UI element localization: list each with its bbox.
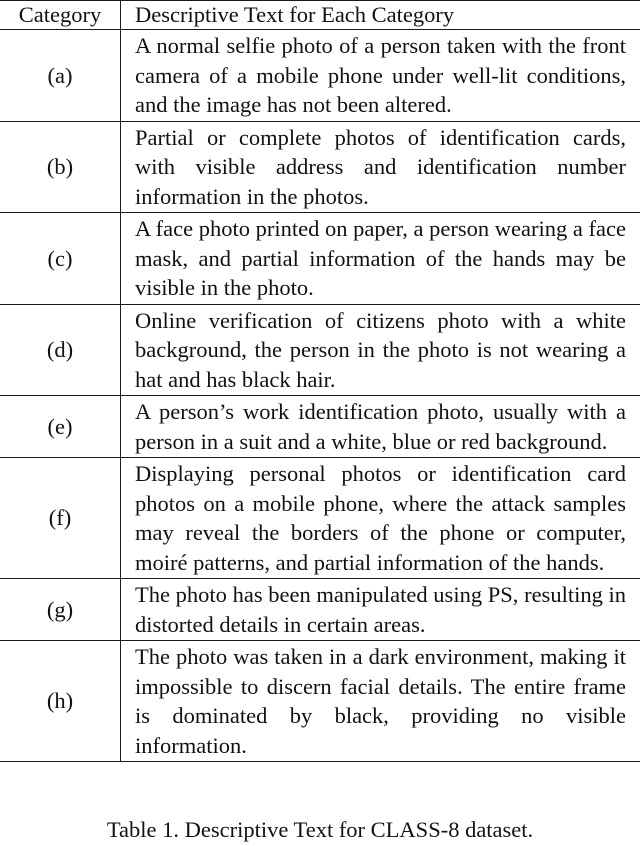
row-category: (f) [0, 458, 121, 579]
table-caption: Table 1. Descriptive Text for CLASS-8 dataset. [106, 817, 534, 842]
row-category: (h) [0, 641, 121, 762]
row-description: Partial or complete photos of identification cards, with visible address and identification number information in the photos. [121, 121, 640, 213]
row-category: (d) [0, 304, 121, 396]
row-description: The photo was taken in a dark environment, making it impossible to discern facial details. The entire frame is dominated by black, providing no visible information. [121, 641, 640, 762]
row-description: Displaying personal photos or identification card photos on a mobile phone, where the attack samples may reveal the borders of the phone or computer, moiré patterns, and partial information of the hands. [121, 458, 640, 579]
row-description: A normal selfie photo of a person taken with the front camera of a mobile phone under well-lit conditions, and the image has not been altered. [121, 30, 640, 122]
row-category: (a) [0, 30, 121, 122]
table-row [0, 396, 640, 458]
row-category: (e) [0, 396, 121, 458]
table-row [0, 641, 640, 762]
header-description: Descriptive Text for Each Category [121, 1, 640, 30]
table-row [0, 121, 640, 213]
row-description: Online verification of citizens photo with a white background, the person in the photo is not wearing a hat and has black hair. [121, 304, 640, 396]
table-row [0, 579, 640, 641]
header-category: Category [0, 1, 121, 30]
row-description: A face photo printed on paper, a person wearing a face mask, and partial information of the hands may be visible in the photo. [121, 213, 640, 305]
table-row [0, 304, 640, 396]
row-category: (b) [0, 121, 121, 213]
table-row [0, 458, 640, 579]
table-row [0, 213, 640, 305]
row-category: (g) [0, 579, 121, 641]
row-description: A person’s work identification photo, usually with a person in a suit and a white, blue or red background. [121, 396, 640, 458]
row-description: The photo has been manipulated using PS, resulting in distorted details in certain areas. [121, 579, 640, 641]
row-category: (c) [0, 213, 121, 305]
table-row [0, 30, 640, 122]
table-header-row [0, 1, 640, 30]
